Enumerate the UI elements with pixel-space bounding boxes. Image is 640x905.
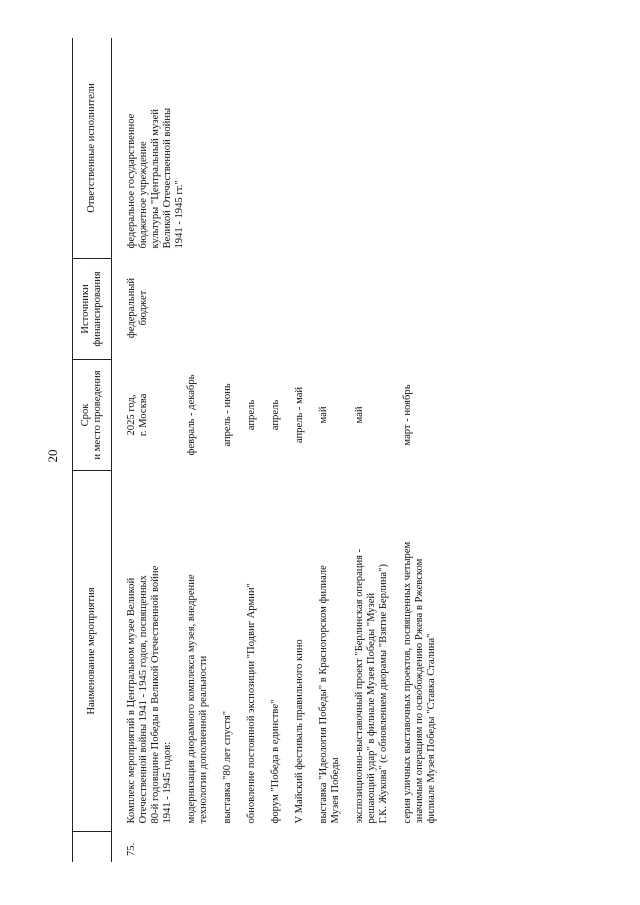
event-term: февраль - декабрь [186, 374, 197, 456]
event-name: V Майский фестиваль правильного кино [294, 639, 305, 824]
table-row [112, 38, 451, 862]
header-event-name: Наименование мероприятия [73, 471, 112, 832]
header-funding: Источники финансирования [73, 259, 112, 360]
event-term: май [318, 406, 329, 424]
event-name: экспозиционно-выставочный проект "Берлинская операция - решающий удар" в филиале Музея Победы "Музей Г.К. Жукова" (с обновлением диорамы "Взятие Берлина") [354, 548, 389, 824]
event-term: апрель [246, 399, 257, 431]
page-number: 20 [45, 449, 60, 463]
rotated-table-area [72, 42, 572, 862]
event-name: серия уличных выставочных проектов, посвященных четырем значимым операциям по освобождению Ржева в Ржевском филиале Музея Победы "Ставка Сталина" [402, 541, 437, 824]
header-term-place: Срок и место проведения [73, 360, 112, 471]
event-name-list [126, 479, 438, 824]
event-term: 2025 год, г. Москва [126, 393, 149, 437]
event-term: апрель [270, 399, 281, 431]
events-table [72, 38, 450, 862]
table-canvas [72, 42, 572, 862]
event-name: Комплекс мероприятий в Центральном музее Великой Отечественной войны 1941 - 1945 годов, посвященных 80-й годовщине Победы в Великой Отечественной войне 1941 - 1945 годов: [126, 565, 173, 824]
header-number [73, 832, 112, 863]
event-name: выставка "Идеология Победы" в Красногорском филиале Музея Победы [318, 565, 341, 824]
event-term: апрель - май [294, 386, 305, 444]
header-responsible: Ответственные исполнители [73, 38, 112, 259]
event-name: обновление постоянной экспозиции "Подвиг Армии" [246, 583, 257, 824]
table-header-row [73, 38, 112, 862]
event-term: апрель - июнь [222, 383, 233, 447]
event-name: форум "Победа в единстве" [270, 699, 281, 824]
responsible-executor: федеральное государственное бюджетное учреждение культуры "Центральный музей Великой Отечественной войны 1941 - 1945 гг." [126, 107, 185, 249]
event-term-list [126, 364, 438, 467]
event-name: выставка "80 лет спустя" [222, 710, 233, 824]
funding-source: федеральный бюджет [126, 277, 149, 339]
row-number: 75. [126, 842, 137, 856]
event-term: май [354, 406, 365, 424]
event-name: модернизация диорамного комплекса музея, внедрение технологии дополненной реальности [186, 574, 209, 824]
event-term: март - ноябрь [402, 384, 413, 446]
